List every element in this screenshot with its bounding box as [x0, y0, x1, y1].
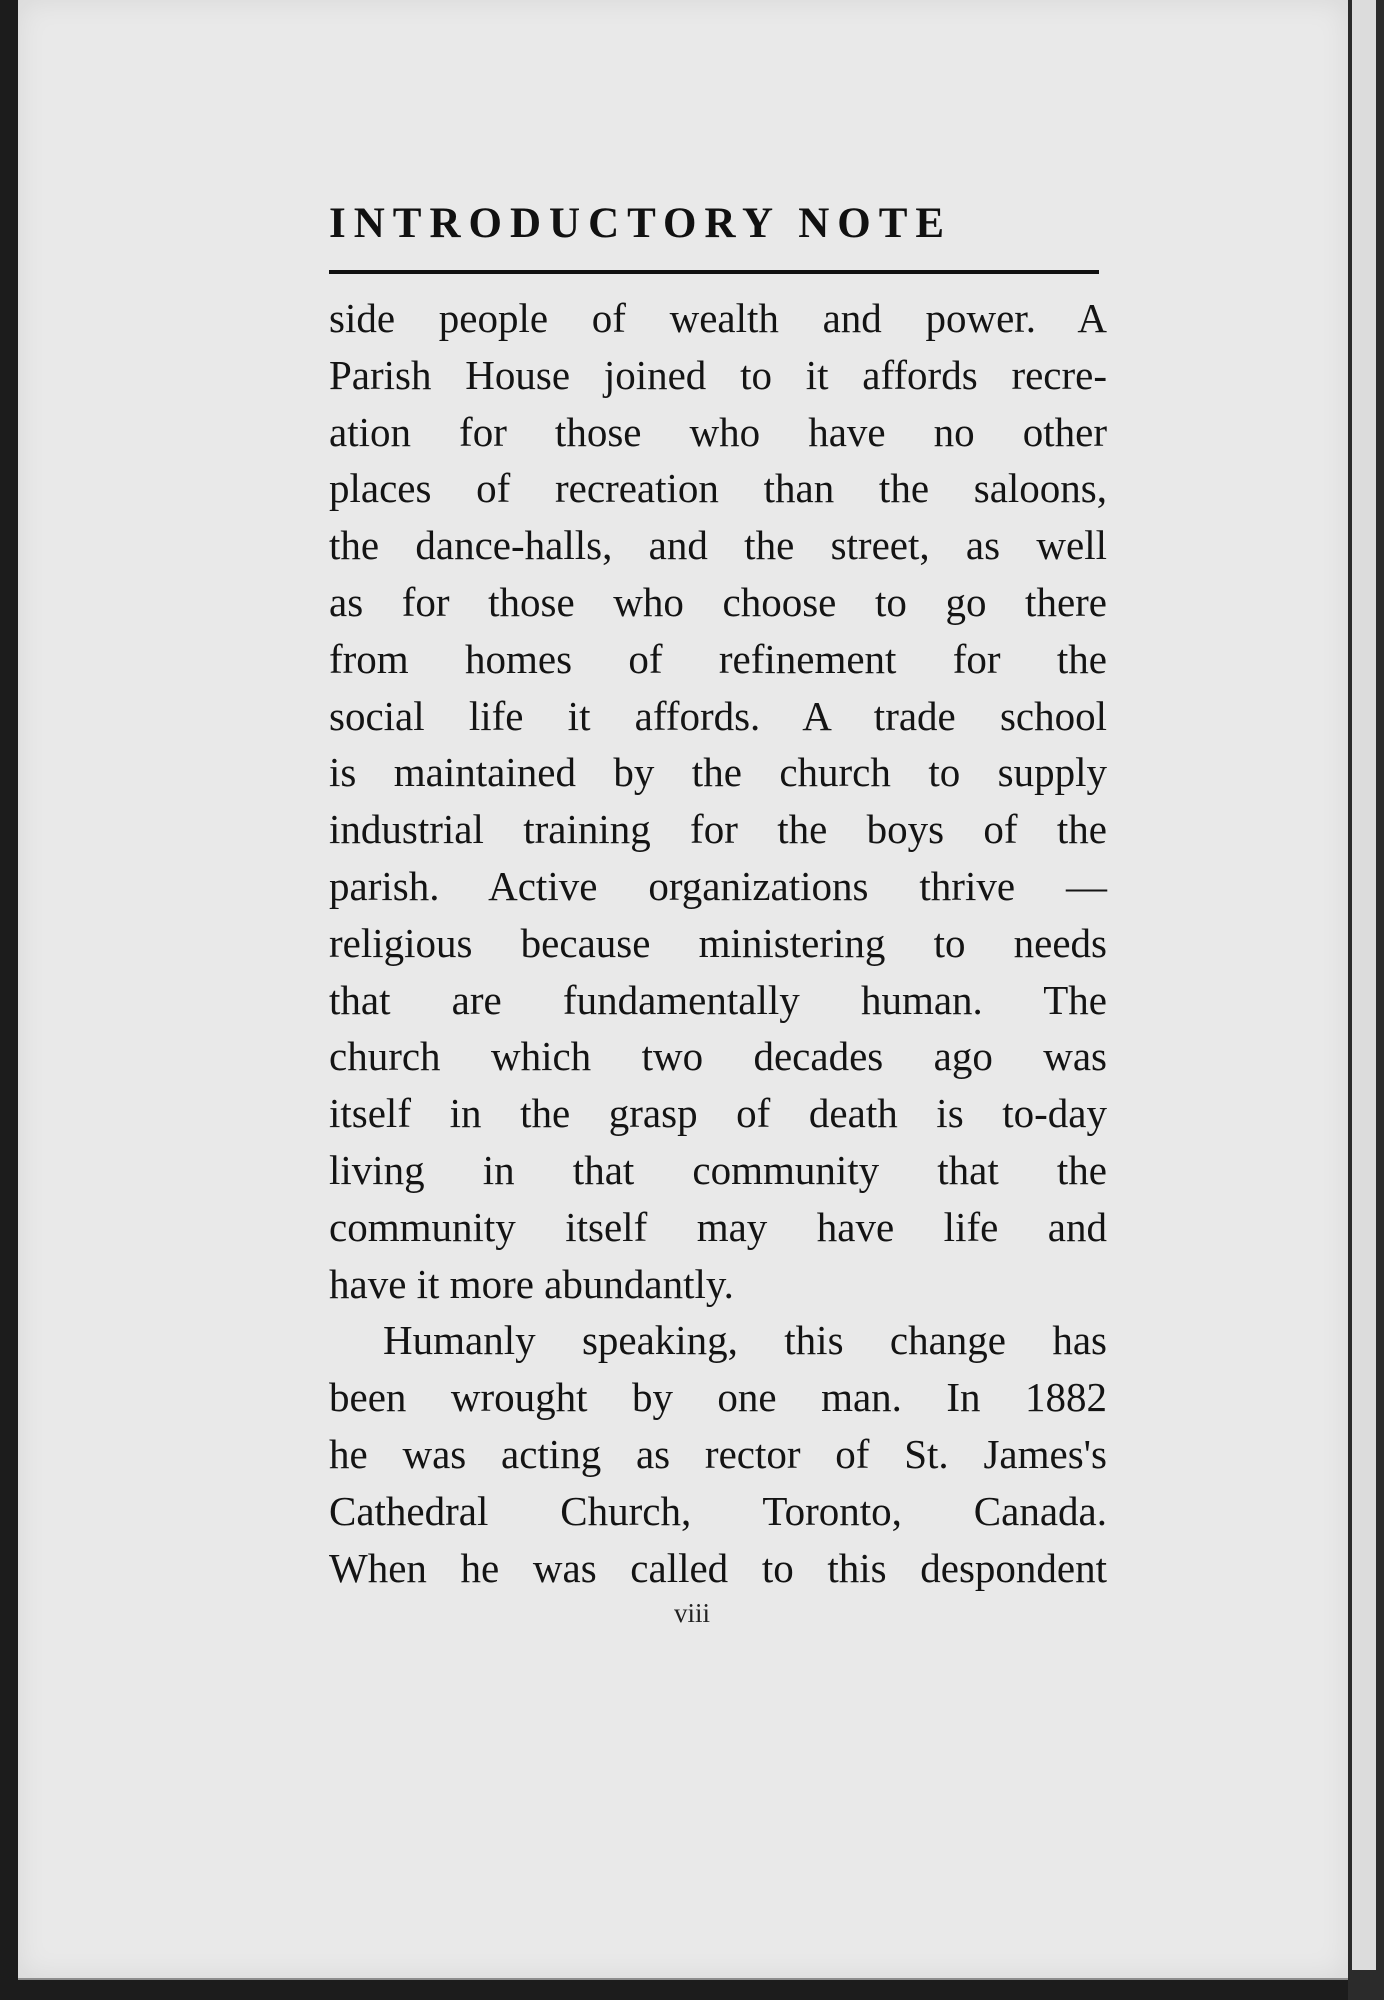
running-head: INTRODUCTORY NOTE	[329, 200, 953, 247]
text-line: social life it affords. A trade school	[329, 692, 1107, 739]
page-number: viii	[673, 1598, 710, 1628]
text-line: side people of wealth and power. A	[329, 295, 1107, 341]
header-rule	[329, 270, 1099, 274]
text-line: as for those who choose to go there	[329, 578, 1107, 625]
text-line: is maintained by the church to supply	[329, 749, 1107, 796]
text-line: ation for those who have no other	[329, 408, 1107, 455]
next-page-edge-paper	[1352, 0, 1376, 1970]
text-line: he was acting as rector of St. James's	[329, 1430, 1107, 1477]
text-line: church which two decades ago was	[329, 1033, 1107, 1080]
text-line: community itself may have life and	[329, 1203, 1107, 1250]
next-page-edge	[1348, 0, 1384, 2000]
paragraph-start-line: Humanly speaking, this change has	[383, 1317, 1107, 1364]
text-line: from homes of refinement for the	[329, 635, 1107, 682]
text-line: Cathedral Church, Toronto, Canada.	[329, 1487, 1107, 1534]
text-line: living in that community that the	[329, 1146, 1107, 1193]
text-line: Parish House joined to it affords recre-	[329, 351, 1107, 398]
text-line: been wrought by one man. In 1882	[329, 1374, 1107, 1421]
text-line: itself in the grasp of death is to-day	[329, 1090, 1107, 1137]
text-line: religious because ministering to needs	[329, 919, 1107, 966]
text-line: parish. Active organizations thrive —	[329, 862, 1107, 909]
paragraph-end-line: have it more abundantly.	[329, 1260, 734, 1307]
body-text	[329, 290, 1107, 1596]
text-line: places of recreation than the saloons,	[329, 465, 1107, 512]
text-line: When he was called to this despondent	[329, 1544, 1107, 1591]
page-header	[329, 200, 1099, 274]
text-line: industrial training for the boys of the	[329, 806, 1107, 853]
text-line: the dance-halls, and the street, as well	[329, 522, 1107, 569]
text-line: that are fundamentally human. The	[329, 976, 1107, 1023]
